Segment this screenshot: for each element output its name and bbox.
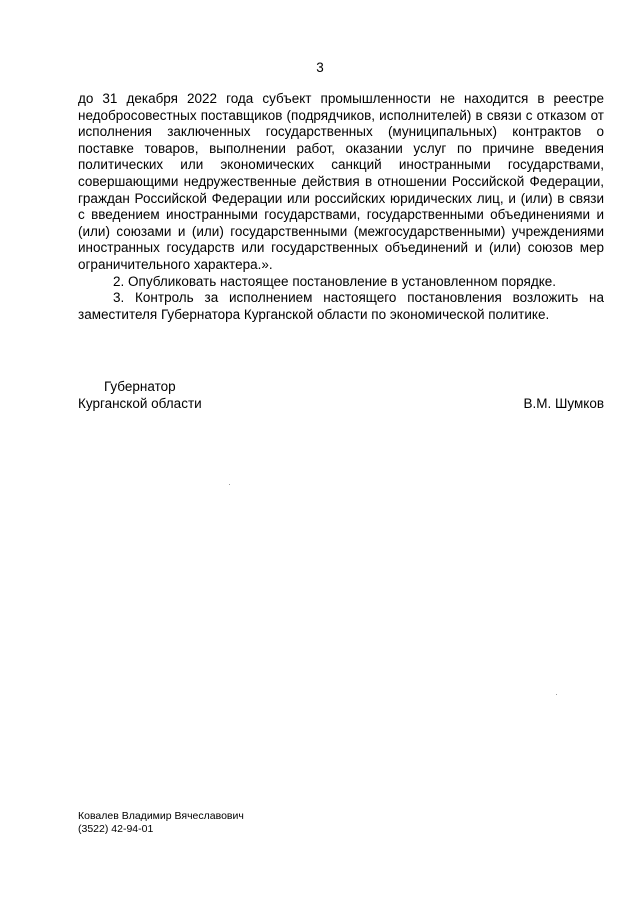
page-number: 3 [316, 60, 324, 75]
signatory-position: Губернатор [104, 379, 176, 394]
paragraph-item-2: 2. Опубликовать настоящее постановление в установленном порядке. [113, 273, 557, 289]
paragraph-continuation: до 31 декабря 2022 года субъект промышленности не находится в реестре недобросовестных поставщиков (подрядчиков, исполнителей) в связи с отказом от исполнения заключенных государственных (муниципальных) контрактов о поставке товаров, выполнении работ, оказании услуг по причине введения политических или экономических санкций иностранными государствами, совершающими недружественные действия в отношении Российской Федерации, граждан Российской Федерации или российских юридических лиц, и (или) в связи с введением иностранными государствами, государственными объединениями и (или) союзами и (или) государственными (межгосударственными) учреждениями иностранных государств или государственных объединений и (или) союзов мер ограничительного характера.». [78, 91, 604, 272]
executor-footer [78, 810, 244, 836]
executor-name: Ковалев Владимир Вячеславович [78, 810, 244, 822]
signatory-name: В.М. Шумков [523, 395, 604, 411]
scan-speck [229, 484, 230, 485]
signatory-region: Курганской области [78, 395, 202, 411]
document-body [78, 91, 604, 323]
executor-phone: (3522) 42-94-01 [78, 823, 154, 835]
paragraph-item-3: 3. Контроль за исполнением настоящего постановления возложить на заместителя Губернатора Курганской области по экономической политике. [78, 290, 604, 322]
signature-block [78, 379, 604, 412]
scan-speck [556, 694, 557, 695]
